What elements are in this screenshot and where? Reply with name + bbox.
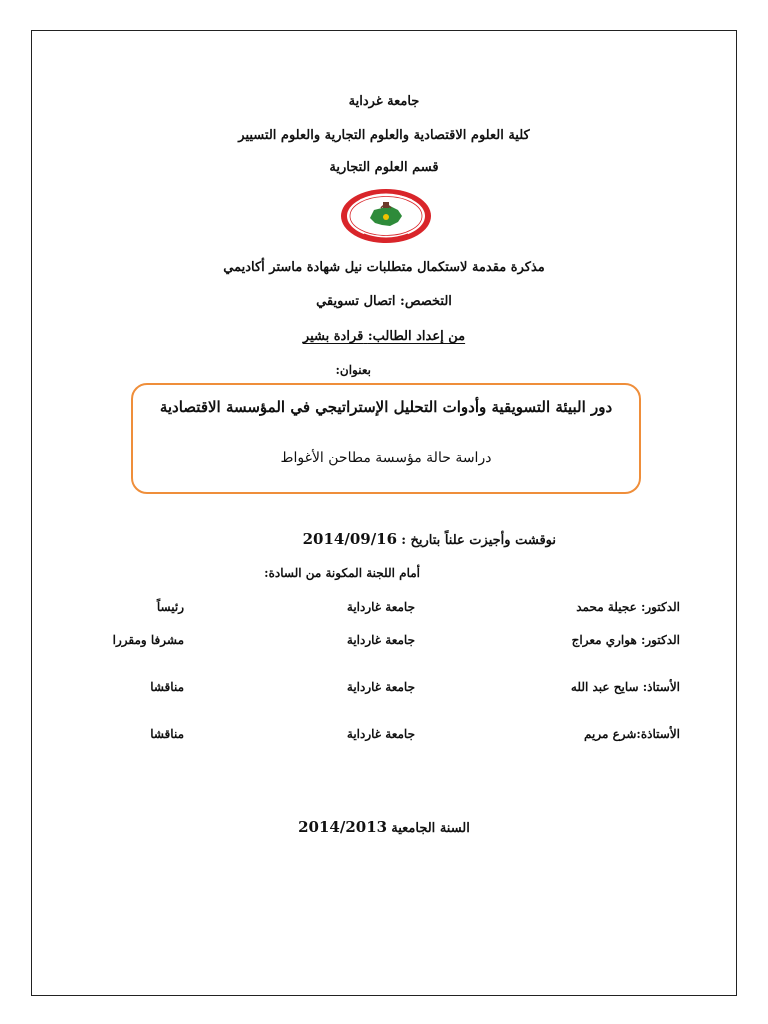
committee-member-name: الأستاذة:شرع مريم [584,727,680,741]
committee-member-role: مناقشا [150,727,184,741]
defense-label: نوقشت وأجيزت علناً بتاريخ : [401,533,556,548]
committee-label: أمام اللجنة المكونة من السادة: [264,566,420,580]
academic-year [0,818,768,836]
committee-member-institution: جامعة غارداية [346,600,415,614]
defense-date: 2014/09/16 [302,530,398,548]
specialization: التخصص: اتصال تسويقي [316,294,452,309]
committee-member-name: الدكتور: عجيلة محمد [576,600,680,614]
academic-year-value: 2014/2013 [298,818,388,836]
committee-member-institution: جامعة غارداية [346,680,415,694]
thesis-purpose: مذكرة مقدمة لاستكمال متطلبات نيل شهادة ماستر أكاديمي [223,260,545,275]
thesis-title: دور البيئة التسويقية وأدوات التحليل الإستراتيجي في المؤسسة الاقتصادية [159,398,613,416]
faculty-name: كلية العلوم الاقتصادية والعلوم التجارية والعلوم التسيير [238,128,530,143]
committee-member-name: الدكتور: هواري معراج [571,633,680,647]
thesis-subtitle: دراسة حالة مؤسسة مطاحن الأغواط [280,450,492,466]
defense-line [303,530,556,548]
committee-member-role: مناقشا [150,680,184,694]
title-label: بعنوان: [335,363,371,377]
prepared-by-label: من إعداد الطالب: [367,329,466,344]
university-name: جامعة غرداية [348,94,420,109]
committee-member-name: الأستاذ: سايح عبد الله [570,680,680,694]
university-emblem-icon [340,188,432,244]
student-name: قرادة بشير [302,329,364,344]
department-name: قسم العلوم التجارية [329,160,439,175]
committee-member-role: رئيساً [156,600,184,614]
committee-member-role: مشرفا ومقررا [112,633,184,647]
committee-member-institution: جامعة غارداية [346,727,415,741]
committee-member-institution: جامعة غارداية [346,633,415,647]
prepared-by [0,329,768,344]
academic-year-label: السنة الجامعية [391,821,470,836]
